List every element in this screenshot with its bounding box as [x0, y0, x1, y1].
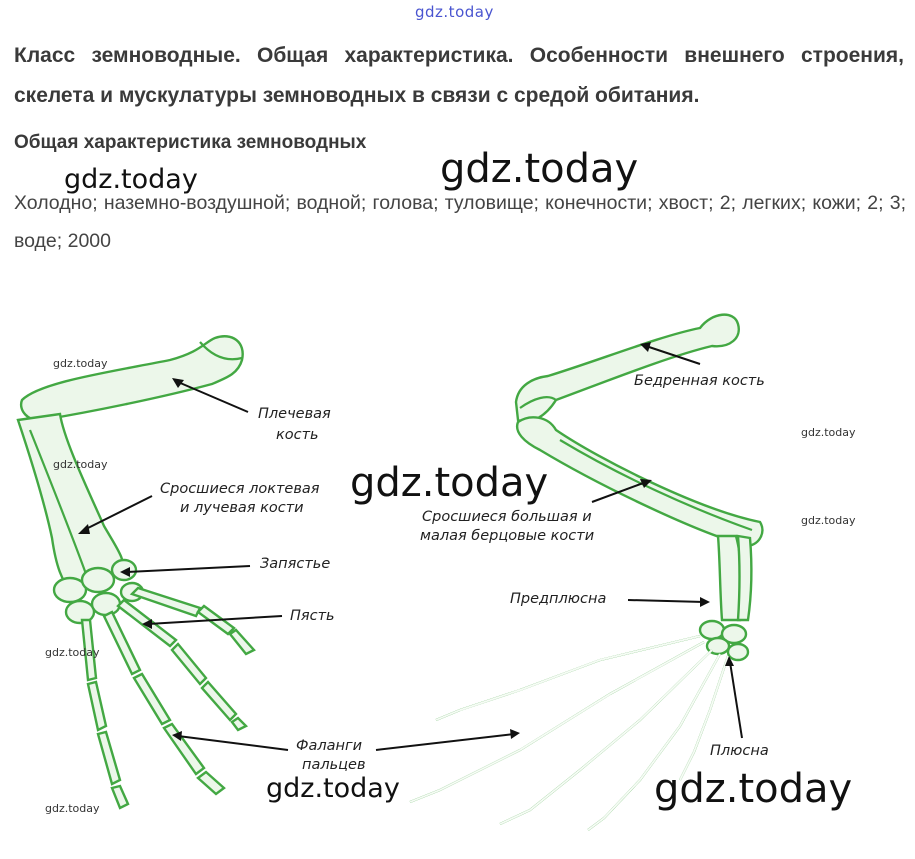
- label-metacarpus: Пясть: [290, 608, 335, 624]
- watermark-small: gdz.today: [53, 357, 108, 370]
- label-humerus-line2: кость: [276, 427, 319, 443]
- answer-text: Холодно; наземно-воздушной; водной; голова; туловище; конечности; хвост; 2; легких; кожи; 2; 3; воде; 2000: [14, 192, 906, 252]
- watermark-small: gdz.today: [801, 514, 856, 527]
- label-phalanges-line2: пальцев: [302, 757, 366, 773]
- watermark-medium: gdz.today: [64, 164, 198, 195]
- label-metatarsus: Плюсна: [710, 743, 769, 759]
- watermark-small: gdz.today: [45, 802, 100, 815]
- watermark-small: gdz.today: [53, 458, 108, 471]
- forelimb-fingers: [82, 588, 254, 808]
- label-tarsus: Предплюсна: [510, 591, 607, 607]
- section-subheading: Общая характеристика земноводных: [14, 132, 367, 153]
- label-carpus: Запястье: [260, 556, 331, 572]
- label-radioulna-line2: и лучевая кости: [180, 500, 304, 516]
- lesson-heading: Класс земноводные. Общая характеристика. Особенности внешнего строения, скелета и мускулатуры земноводных в связи с средой обитания.: [14, 44, 904, 107]
- label-tibiofibula-line1: Сросшиеся большая и: [422, 509, 592, 525]
- label-humerus-line1: Плечевая: [258, 406, 331, 422]
- tibiofibula-bone: [517, 417, 762, 546]
- femur-bone: [516, 315, 739, 422]
- header-watermark: gdz.today: [415, 3, 494, 21]
- watermark-small: gdz.today: [801, 426, 856, 439]
- label-tibiofibula-line2: малая берцовые кости: [420, 528, 595, 544]
- humerus-bone: [21, 336, 243, 420]
- watermark-large: gdz.today: [440, 146, 639, 192]
- label-radioulna-line1: Сросшиеся локтевая: [160, 481, 320, 497]
- label-phalanges-line1: Фаланги: [296, 738, 363, 754]
- label-pointers: [78, 342, 742, 750]
- watermark-medium: gdz.today: [266, 773, 400, 804]
- watermark-large: gdz.today: [654, 766, 853, 812]
- label-femur: Бедренная кость: [634, 373, 765, 389]
- watermark-small: gdz.today: [45, 646, 100, 659]
- watermark-large: gdz.today: [350, 460, 549, 506]
